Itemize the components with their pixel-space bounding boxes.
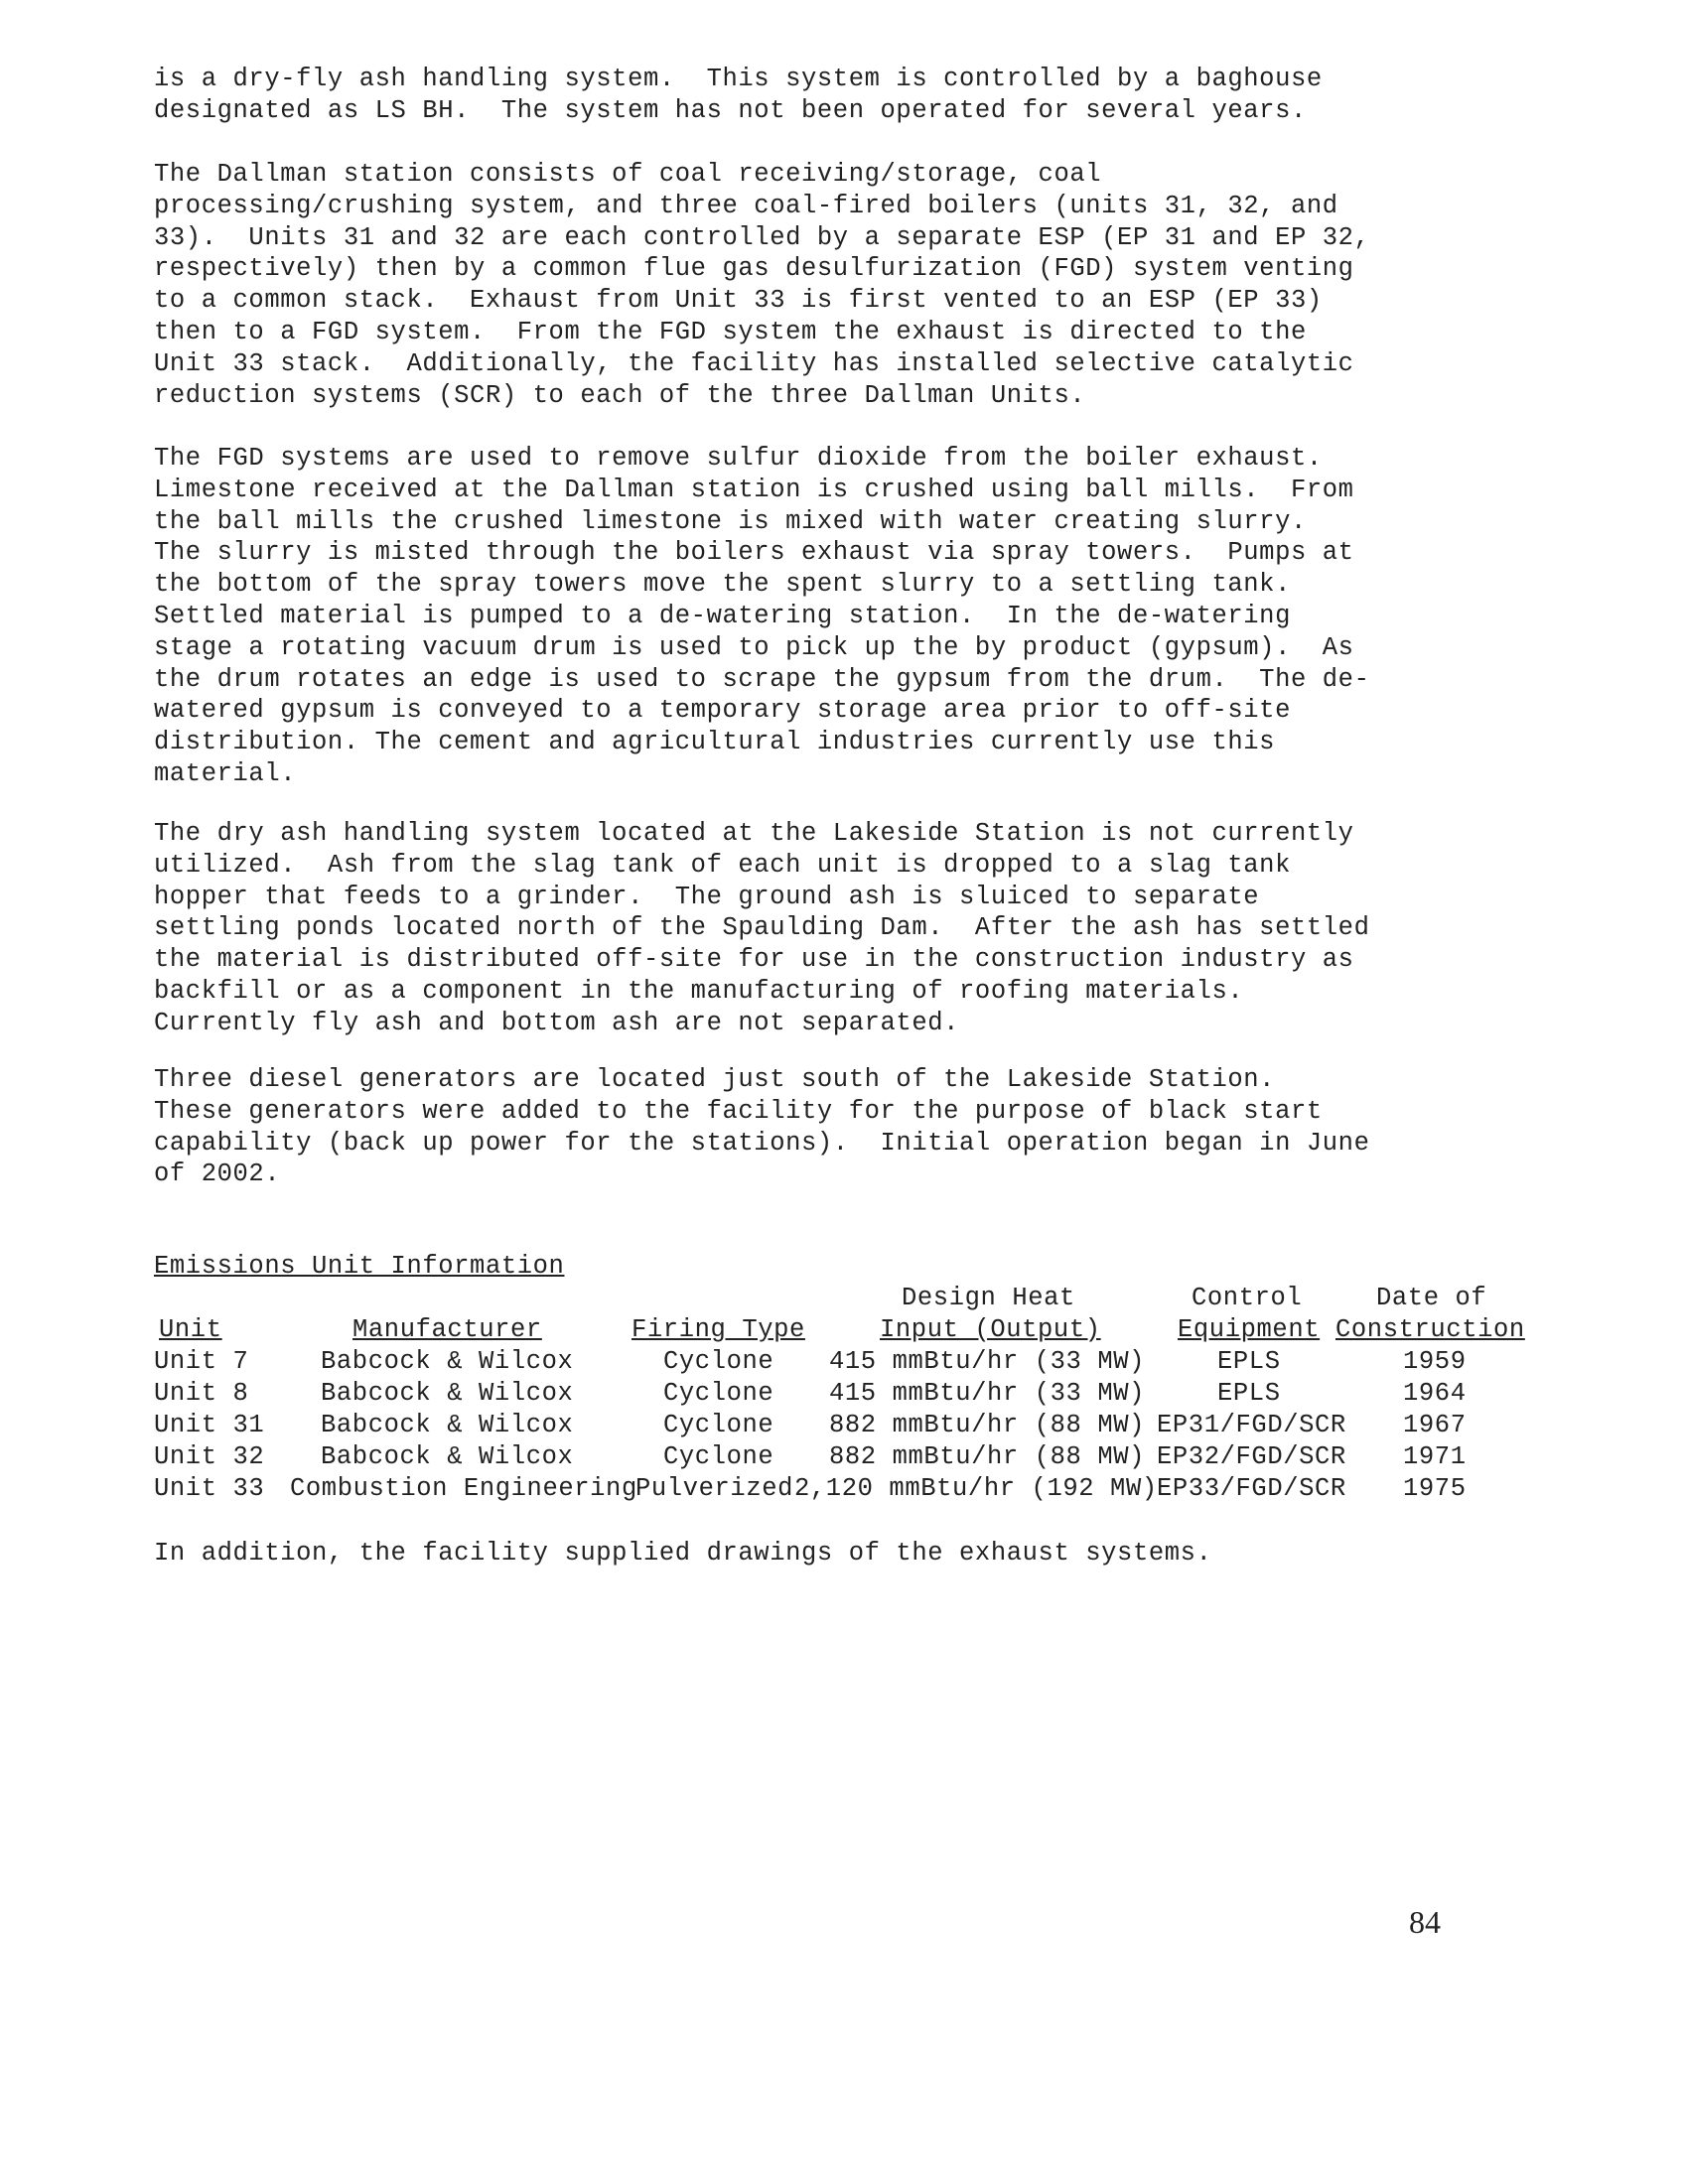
paragraph-in-addition: In addition, the facility supplied drawings of the exhaust systems.	[154, 1539, 1212, 1568]
table-row-date: 1967	[1403, 1411, 1467, 1439]
table-row-control: EP32/FGD/SCR	[1157, 1442, 1346, 1471]
paragraph-lakeside-ash: The dry ash handling system located at the Lakeside Station is not currently utilized. Ash from the slag tank of each unit is dropped to a slag tank hopper that feeds to a grinder. The ground ash is sluiced to separate settling ponds located north of the Spaulding Dam. After the ash has settled the material is distributed off-site for use in the construction industry as backfill or as a component in the manufacturing of roofing materials. Currently fly ash and bottom ash are not separated.	[154, 819, 1370, 1037]
table-row-firing: Cyclone	[663, 1347, 774, 1376]
table-row-control: EP33/FGD/SCR	[1157, 1474, 1346, 1503]
header-manufacturer: Manufacturer	[352, 1315, 542, 1344]
header-date-of: Date of	[1376, 1284, 1487, 1312]
table-row-manufacturer: Babcock & Wilcox	[321, 1442, 574, 1471]
table-row-date: 1959	[1403, 1347, 1467, 1376]
table-row-unit: Unit 32	[154, 1442, 265, 1471]
table-row-control: EP31/FGD/SCR	[1157, 1411, 1346, 1439]
paragraph-fgd-systems: The FGD systems are used to remove sulfur dioxide from the boiler exhaust. Limestone received at the Dallman station is crushed using ball mills. From the ball mills the crushed limestone is mixed with water creating slurry. The slurry is misted through the boilers exhaust via spray towers. Pumps at the bottom of the spray towers move the spent slurry to a settling tank. Settled material is pumped to a de-watering station. In the de-watering stage a rotating vacuum drum is used to pick up the by product (gypsum). As the drum rotates an edge is used to scrape the gypsum from the drum. The de- watered gypsum is conveyed to a temporary storage area prior to off-site distribution. The cement and agricultural industries currently use this material.	[154, 444, 1370, 788]
table-row-firing: Cyclone	[663, 1379, 774, 1408]
table-row-unit: Unit 33	[154, 1474, 265, 1503]
table-row-manufacturer: Babcock & Wilcox	[321, 1347, 574, 1376]
paragraph-dry-fly-ash: is a dry-fly ash handling system. This system is controlled by a baghouse designated as LS BH. The system has not been operated for several years.	[154, 65, 1323, 125]
header-design-heat: Design Heat	[902, 1284, 1075, 1312]
table-row-manufacturer: Combustion Engineering	[290, 1474, 637, 1503]
table-row-unit: Unit 7	[154, 1347, 249, 1376]
emissions-unit-heading: Emissions Unit Information	[154, 1252, 565, 1281]
table-row-date: 1975	[1403, 1474, 1467, 1503]
table-row-firing: Cyclone	[663, 1411, 774, 1439]
header-input-output: Input (Output)	[880, 1315, 1101, 1344]
table-row-unit: Unit 8	[154, 1379, 249, 1408]
table-row-unit: Unit 31	[154, 1411, 265, 1439]
paragraph-dallman-station: The Dallman station consists of coal receiving/storage, coal processing/crushing system, and three coal-fired boilers (units 31, 32, and 33). Units 31 and 32 are each controlled by a separate ESP (EP 31 and EP 32, respectively) then by a common flue gas desulfurization (FGD) system venting to a common stack. Exhaust from Unit 33 is first vented to an ESP (EP 33) then to a FGD system. From the FGD system the exhaust is directed to the Unit 33 stack. Additionally, the facility has installed selective catalytic reduction systems (SCR) to each of the three Dallman Units.	[154, 160, 1370, 410]
table-row-manufacturer: Babcock & Wilcox	[321, 1411, 574, 1439]
table-row-heat: 415 mmBtu/hr (33 MW)	[829, 1347, 1146, 1376]
table-row-firing: Pulverized	[635, 1474, 794, 1503]
header-unit: Unit	[159, 1315, 222, 1344]
table-row-heat: 882 mmBtu/hr (88 MW)	[829, 1411, 1146, 1439]
header-equipment: Equipment	[1178, 1315, 1321, 1344]
table-row-control: EPLS	[1217, 1379, 1281, 1408]
table-row-manufacturer: Babcock & Wilcox	[321, 1379, 574, 1408]
page-number: 84	[1409, 1904, 1441, 1940]
header-control: Control	[1192, 1284, 1303, 1312]
table-row-heat: 415 mmBtu/hr (33 MW)	[829, 1379, 1146, 1408]
table-row-heat: 2,120 mmBtu/hr (192 MW)	[794, 1474, 1158, 1503]
table-row-date: 1964	[1403, 1379, 1467, 1408]
table-row-date: 1971	[1403, 1442, 1467, 1471]
table-row-heat: 882 mmBtu/hr (88 MW)	[829, 1442, 1146, 1471]
header-firing-type: Firing Type	[632, 1315, 805, 1344]
table-row-control: EPLS	[1217, 1347, 1281, 1376]
table-row-firing: Cyclone	[663, 1442, 774, 1471]
paragraph-diesel-generators: Three diesel generators are located just south of the Lakeside Station. These generators were added to the facility for the purpose of black start capability (back up power for the stations). Initial operation began in June of 2002.	[154, 1065, 1370, 1189]
header-construction: Construction	[1335, 1315, 1525, 1344]
